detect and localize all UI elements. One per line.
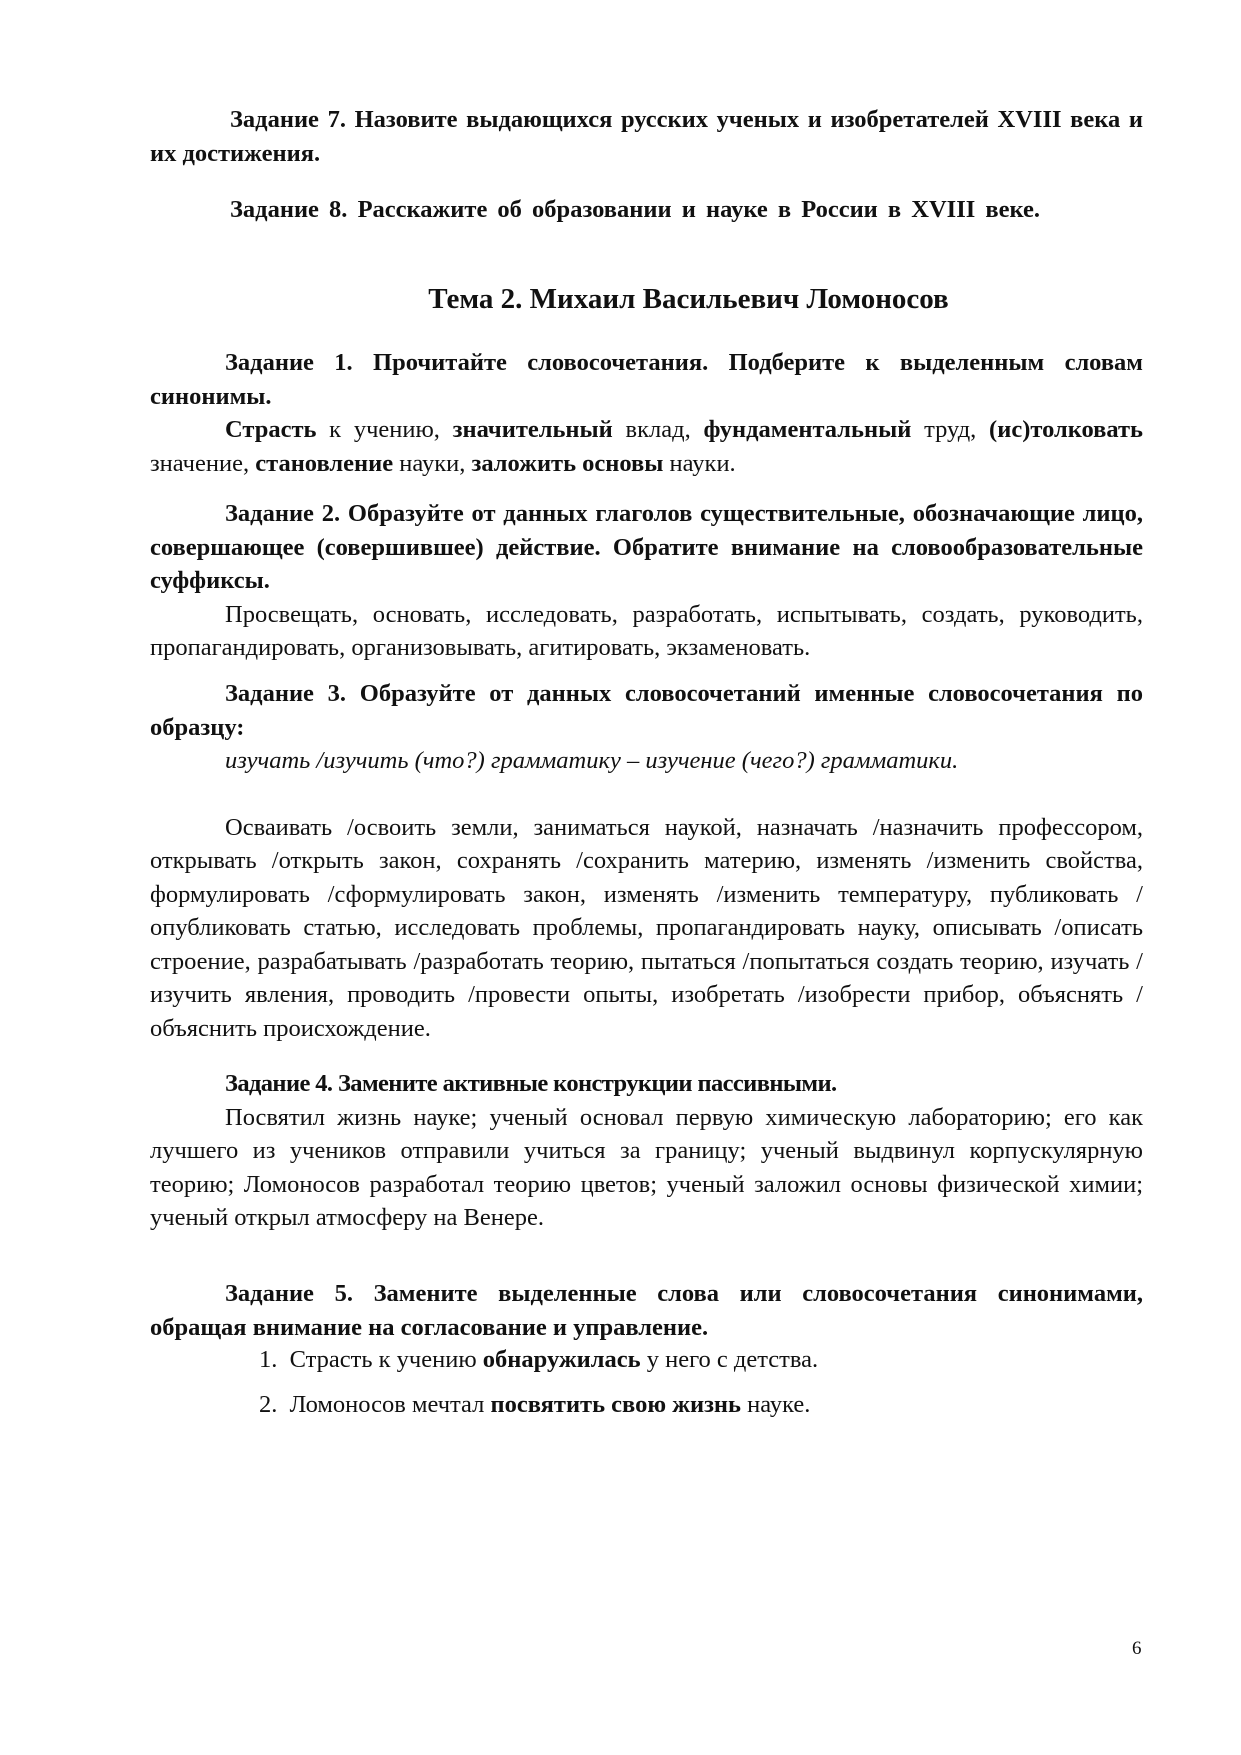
task-3 bbox=[150, 677, 1143, 1045]
task-3-example: изучать /изучить (что?) грамматику – изучение (чего?) грамматики. bbox=[225, 747, 959, 774]
task-4-heading: Задание 4. Замените активные конструкции пассивными. bbox=[225, 1070, 837, 1097]
task-1-phrases bbox=[150, 413, 1143, 480]
task-5 bbox=[150, 1277, 1143, 1344]
topic-title: Тема 2. Михаил Васильевич Ломоносов bbox=[428, 283, 949, 315]
task-1 bbox=[150, 346, 1143, 480]
item-post: науке. bbox=[741, 1391, 811, 1418]
phrase-rest: значение, bbox=[150, 449, 256, 477]
phrase-word: становление bbox=[255, 449, 394, 477]
task-3-body: Осваивать /освоить земли, заниматься наукой, назначать /назначить профессором, открывать /открыть закон, сохранять /сохранить материю, изменять /изменить свойства, формулировать /сформулировать закон, изменять /изменить температуру, публиковать /опубликовать статью, исследовать проблемы, пропагандировать науку, описывать /описать строение, разрабатывать /разработать теорию, пытаться /попытаться создать теорию, изучать /изучить явления, проводить /провести опыты, изобретать /изобрести прибор, объяснять /объяснить происхождение. bbox=[150, 813, 1143, 1042]
list-item bbox=[259, 1343, 1139, 1388]
phrase-rest: науки, bbox=[393, 449, 472, 477]
task-3-heading: Задание 3. Образуйте от данных словосочетаний именные словосочетания по образцу: bbox=[150, 680, 1143, 741]
task-2-body: Просвещать, основать, исследовать, разработать, испытывать, создать, руководить, пропагандировать, организовывать, агитировать, экзаменовать. bbox=[150, 600, 1143, 661]
task-7-text: Назовите выдающихся русских ученых и изобретателей XVIII века и их достижения. bbox=[150, 106, 1143, 167]
list-item bbox=[259, 1388, 1139, 1422]
task-8 bbox=[150, 193, 1143, 227]
phrase-word: (ис)толковать bbox=[989, 416, 1144, 443]
task-2-heading: Задание 2. Образуйте от данных глаголов существительные, обозначающие лицо, совершающее (совершившее) действие. Обратите внимание на словообразовательные суффиксы. bbox=[150, 500, 1143, 594]
task-5-heading: Задание 5. Замените выделенные слова или словосочетания синонимами, обращая внимание на согласование и управление. bbox=[150, 1280, 1143, 1341]
phrase-rest: вклад, bbox=[612, 416, 704, 443]
item-bold: посвятить свою жизнь bbox=[490, 1391, 742, 1418]
page-number: 6 bbox=[1132, 1638, 1142, 1659]
item-pre: Ломоносов мечтал bbox=[289, 1391, 491, 1418]
task-7 bbox=[150, 103, 1143, 170]
item-post: у него с детства. bbox=[640, 1346, 819, 1373]
task-2 bbox=[150, 497, 1143, 665]
task-7-label: Задание 7. bbox=[230, 106, 346, 133]
phrase-word: заложить основы bbox=[471, 449, 664, 477]
phrase-rest: к учению, bbox=[316, 416, 453, 443]
task-8-text: Расскажите об образовании и науке в России в XVIII веке. bbox=[357, 196, 1041, 223]
item-bold: обнаружилась bbox=[482, 1346, 641, 1373]
phrase-rest: науки. bbox=[663, 449, 736, 477]
item-pre: Страсть к учению bbox=[289, 1346, 483, 1373]
task-8-label: Задание 8. bbox=[230, 196, 348, 223]
phrase-word: фундаментальный bbox=[703, 416, 912, 443]
phrase-word: Страсть bbox=[225, 416, 317, 443]
phrase-word: значительный bbox=[452, 416, 613, 443]
task-4 bbox=[150, 1067, 1143, 1235]
task-5-list bbox=[259, 1343, 1139, 1422]
list-number: 1. bbox=[259, 1346, 278, 1373]
task-1-heading: Задание 1. Прочитайте словосочетания. Подберите к выделенным словам синонимы. bbox=[150, 349, 1143, 410]
list-number: 2. bbox=[259, 1391, 278, 1418]
task-4-body: Посвятил жизнь науке; ученый основал первую химическую лабораторию; его как лучшего из учеников отправили учиться за границу; ученый выдвинул корпускулярную теорию; Ломоносов разработал теорию цветов; ученый заложил основы физической химии; ученый открыл атмосферу на Венере. bbox=[150, 1103, 1143, 1231]
phrase-rest: труд, bbox=[911, 416, 990, 443]
